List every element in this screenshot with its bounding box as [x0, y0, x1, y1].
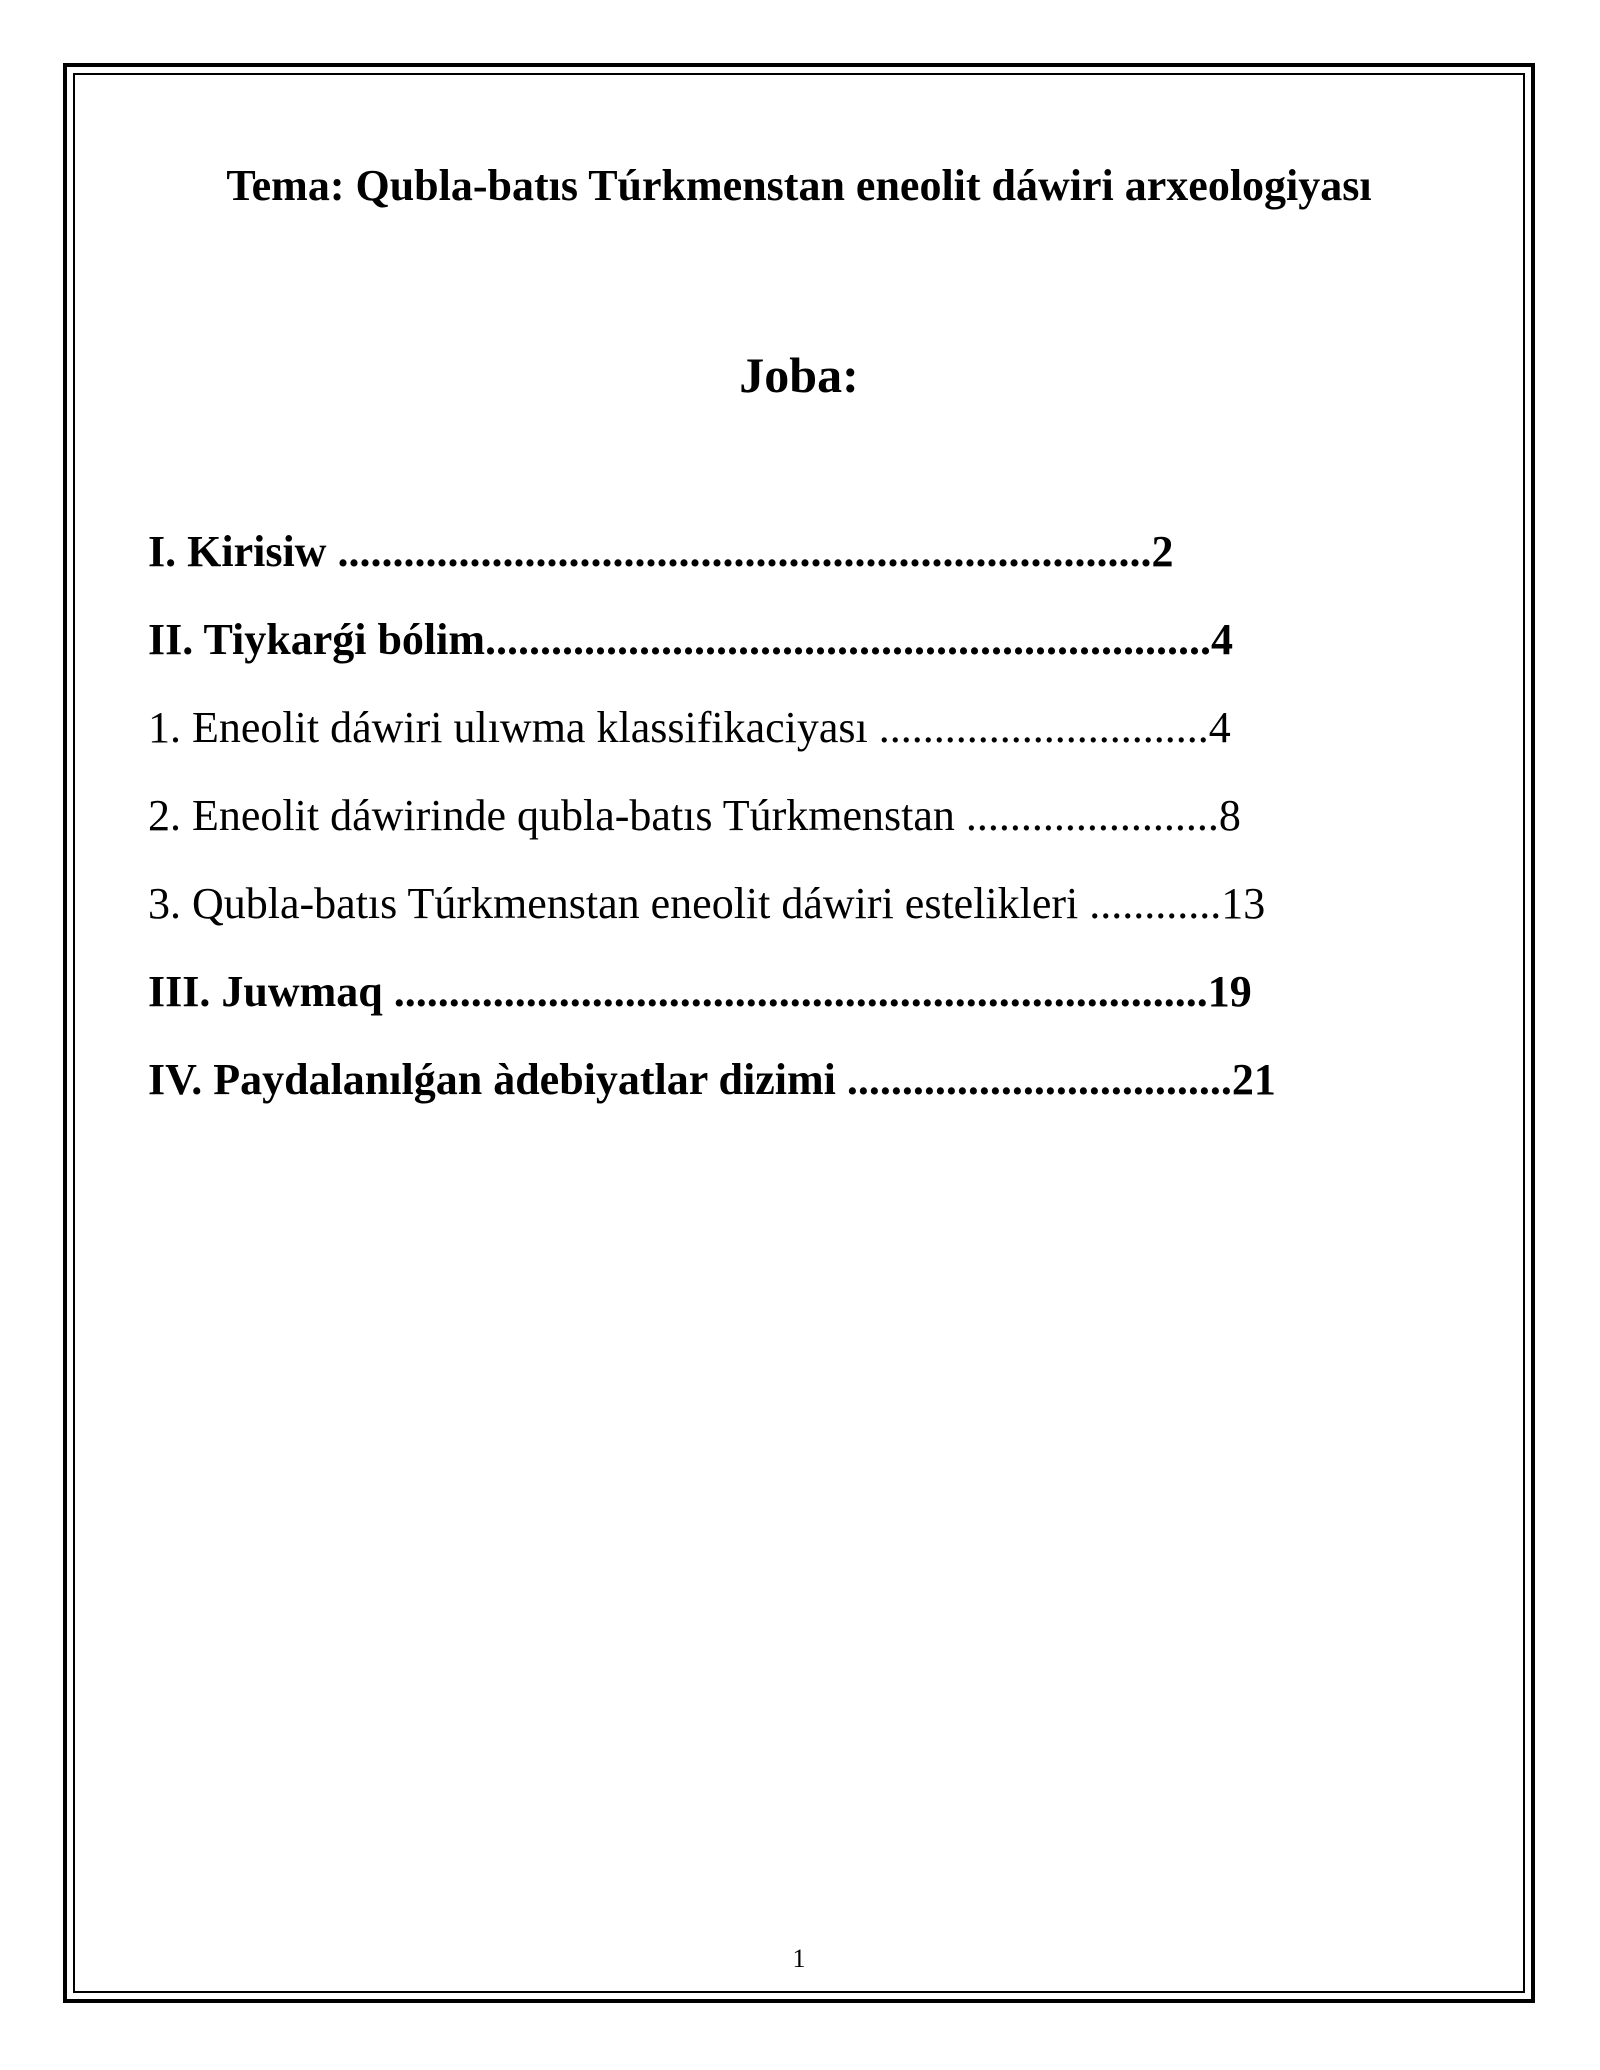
toc-item-southwest-turkmenistan: 2. Eneolit dáwirinde qubla-batıs Túrkmenstan .......................8 — [148, 791, 1241, 840]
toc-item-introduction: I. Kirisiw ..........................................................................2 — [148, 527, 1174, 576]
plan-heading: Joba: — [739, 347, 859, 403]
toc-item-conclusion: III. Juwmaq ..........................................................................19 — [148, 967, 1252, 1016]
page-number: 1 — [792, 1944, 806, 1973]
table-of-contents — [148, 525, 1398, 1141]
toc-item-classification: 1. Eneolit dáwiri ulıwma klassifikaciyası ..............................4 — [148, 703, 1231, 752]
toc-item-main-part: II. Tiykarǵi bólim..................................................................4 — [148, 615, 1234, 664]
toc-item-references: IV. Paydalanılǵan àdebiyatlar dizimi ...................................21 — [148, 1055, 1276, 1104]
toc-item-monuments: 3. Qubla-batıs Túrkmenstan eneolit dáwiri estelikleri ............13 — [148, 879, 1266, 928]
document-title: Tema: Qubla-batıs Túrkmenstan eneolit dáwiri arxeologiyası — [226, 161, 1372, 210]
